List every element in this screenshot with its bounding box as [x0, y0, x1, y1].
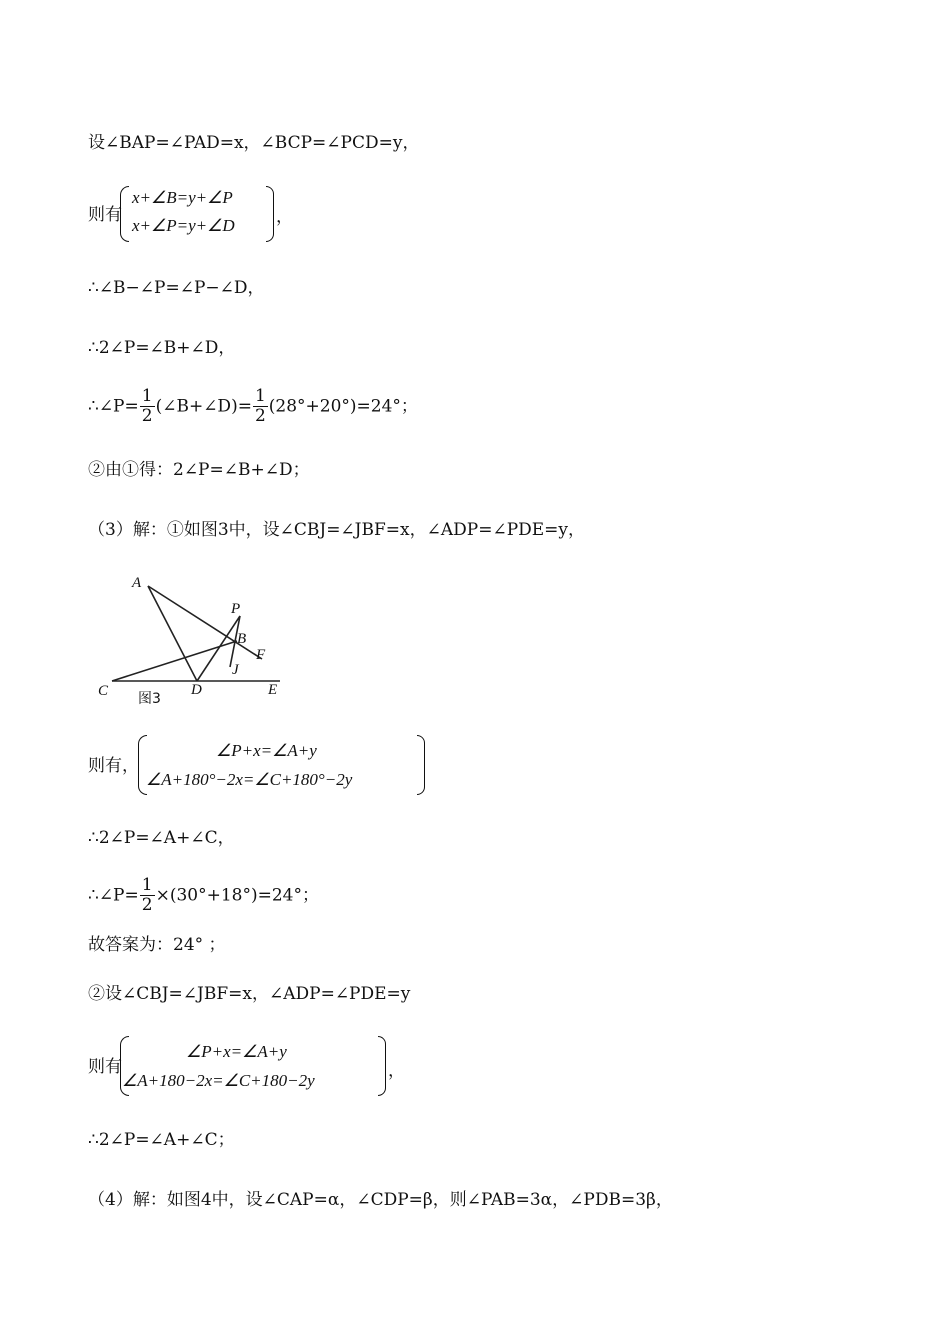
system-2-row-2: ∠A+180°−2x=∠C+180°−2y [146, 770, 353, 789]
text-line-4: ∴2∠P=∠B+∠D， [88, 338, 236, 358]
text-line-2-prefix: 则有 [88, 205, 122, 225]
text-line-13-prefix: 则有 [88, 1057, 122, 1077]
text-line-3: ∴∠B−∠P=∠P−∠D， [88, 278, 265, 298]
system-1-suffix: ， [276, 207, 293, 227]
text-line-7: （3）解：①如图3中，设∠CBJ=∠JBF=x，∠ADP=∠PDE=y， [88, 520, 586, 540]
label-d: D [191, 682, 202, 698]
label-a: A [132, 575, 142, 591]
label-p: P [231, 601, 241, 617]
system-3-suffix: ， [388, 1061, 405, 1081]
system-1-row-1: x+∠B=y+∠P [132, 188, 233, 207]
system-2-row-1: ∠P+x=∠A+y [216, 741, 317, 760]
text-line-5 [88, 388, 418, 426]
text-line-11: 故答案为：24° ； [88, 935, 226, 955]
label-c: C [98, 683, 109, 699]
text-line-10 [88, 877, 319, 915]
line-5-part-b: (∠B+∠D)= [155, 396, 252, 417]
line-5-part-a: ∴∠P= [88, 396, 139, 417]
text-line-1: 设∠BAP=∠PAD=x，∠BCP=∠PCD=y， [88, 133, 420, 153]
figure-3-svg [94, 570, 294, 710]
segment-cb [112, 641, 237, 681]
label-e: E [268, 682, 278, 698]
fraction-half-3: $\frac{1}{2}$ [141, 875, 153, 915]
label-j: J [232, 662, 239, 678]
label-f: F [256, 647, 266, 663]
label-b: B [237, 631, 247, 647]
figure-caption: 图3 [138, 691, 161, 707]
segment-af [148, 586, 262, 659]
line-10-part-a: ∴∠P= [88, 885, 139, 906]
text-line-12: ②设∠CBJ=∠JBF=x，∠ADP=∠PDE=y [88, 984, 411, 1004]
fraction-half-2: $\frac{1}{2}$ [254, 386, 266, 426]
system-3-row-2: ∠A+180−2x=∠C+180−2y [122, 1071, 315, 1090]
system-1-row-2: x+∠P=y+∠D [132, 216, 235, 235]
line-5-part-c: (28°+20°)=24°； [268, 396, 418, 417]
text-line-14: ∴2∠P=∠A+∠C； [88, 1130, 235, 1150]
text-line-15: （4）解：如图4中，设∠CAP=α，∠CDP=β，则∠PAB=3α，∠PDB=3β， [88, 1190, 673, 1210]
text-line-8-prefix: 则有， [88, 756, 139, 776]
fraction-half-1: $\frac{1}{2}$ [141, 386, 153, 426]
text-line-6: ②由①得：2∠P=∠B+∠D； [88, 460, 310, 480]
system-3-row-1: ∠P+x=∠A+y [186, 1042, 287, 1061]
geometry-figure-3 [94, 570, 294, 710]
line-10-part-b: ×(30°+18°)=24°； [155, 885, 319, 906]
text-line-9: ∴2∠P=∠A+∠C， [88, 828, 235, 848]
